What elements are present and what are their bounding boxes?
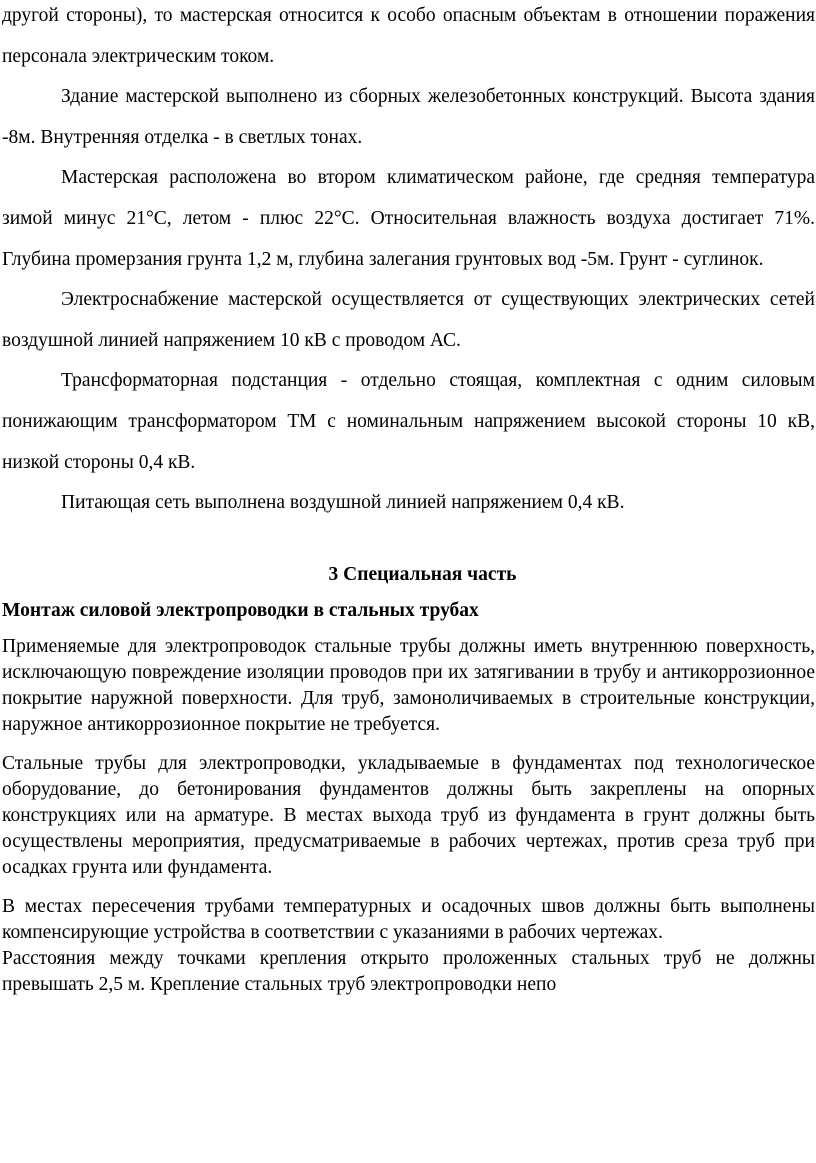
paragraph-substation: Трансформаторная подстанция - отдельно стоящая, комплектная с одним силовым понижающим трансформатором ТМ с номинальным напряжением высокой стороны 10 кВ, низкой стороны 0,4 кВ.	[2, 370, 815, 473]
paragraph-expansion-joints: В местах пересечения трубами температурных и осадочных швов должны быть выполнены компенсирующие устройства в соответствии с указаниями в рабочих чертежах.	[2, 895, 815, 943]
paragraph-power-supply: Электроснабжение мастерской осуществляется от существующих электрических сетей воздушной линией напряжением 10 кВ с проводом АС.	[2, 289, 815, 351]
intro-text	[2, 0, 815, 524]
subsection-title: Монтаж силовой электропроводки в стальных трубах	[2, 599, 479, 621]
paragraph-continuation: другой стороны), то мастерская относится к особо опасным объектам в отношении поражения персонала электрическим током.	[2, 5, 815, 67]
paragraph-pipes-foundations: Стальные трубы для электропроводки, укладываемые в фундаментах под технологическое оборудование, до бетонирования фундаментов должны быть закреплены на опорных конструкциях или на арматуре. В местах выхода труб из фундамента в грунт должны быть осуществлены мероприятия, предусматриваемые в рабочих чертежах, против среза труб при осадках грунта или фундамента.	[2, 752, 815, 878]
paragraph-fastening-distance: Расстояния между точками крепления открыто проложенных стальных труб не должны превышать 2,5 м. Крепление стальных труб электропроводки непо	[2, 947, 815, 995]
section-body	[2, 634, 815, 998]
paragraph-building: Здание мастерской выполнено из сборных железобетонных конструкций. Высота здания -8м. Внутренняя отделка - в светлых тонах.	[2, 86, 815, 148]
paragraph-pipes-requirements: Применяемые для электропроводок стальные трубы должны иметь внутреннюю поверхность, исключающую повреждение изоляции проводов при их затягивании в трубу и антикоррозионное покрытие наружной поверхности. Для труб, замоноличиваемых в строительные конструкции, наружное антикоррозионное покрытие не требуется.	[2, 635, 815, 735]
paragraph-climate: Мастерская расположена во втором климатическом районе, где средняя температура зимой минус 21°С, летом - плюс 22°С. Относительная влажность воздуха достигает 71%. Глубина промерзания грунта 1,2 м, глубина залегания грунтовых вод -5м. Грунт - суглинок.	[2, 167, 815, 270]
paragraph-feeder: Питающая сеть выполнена воздушной линией напряжением 0,4 кВ.	[61, 492, 625, 514]
section-spacer	[2, 524, 815, 560]
section-title: 3 Специальная часть	[328, 563, 517, 585]
